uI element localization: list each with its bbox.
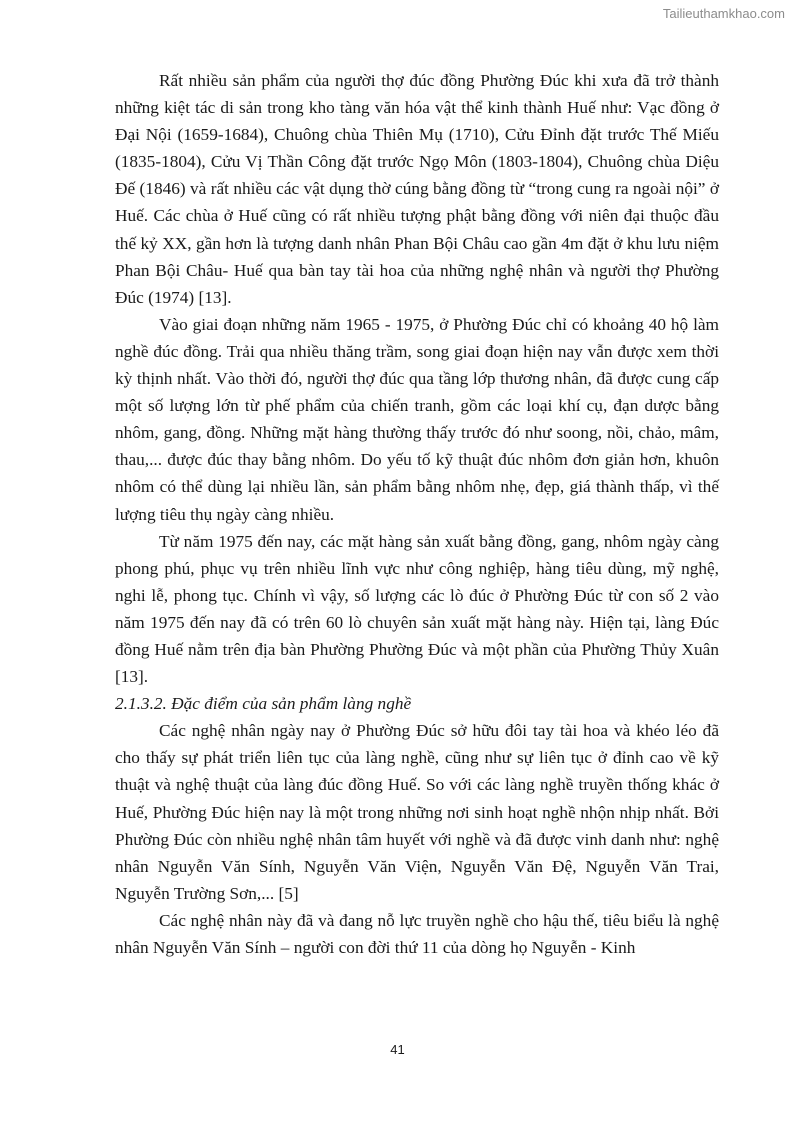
paragraph-artisans: Các nghệ nhân ngày nay ở Phường Đúc sở hữu đôi tay tài hoa và khéo léo đã cho thấy sự phát triển liên tục của làng nghề, cũng như sự liên tục ở đỉnh cao về kỹ thuật và nghệ thuật của làng đúc đồng Huế. So với các làng nghề truyền thống khác ở Huế, Phường Đúc hiện nay là một trong những nơi sinh hoạt nghề nhộn nhịp nhất. Bởi Phường Đúc còn nhiều nghệ nhân tâm huyết với nghề và đã được vinh danh như: nghệ nhân Nguyễn Văn Sính, Nguyễn Văn Viện, Nguyễn Văn Đệ, Nguyễn Văn Trai, Nguyễn Trường Sơn,... [5] <box>115 721 719 903</box>
paragraph-succession: Các nghệ nhân này đã và đang nỗ lực truyền nghề cho hậu thế, tiêu biểu là nghệ nhân Nguyễn Văn Sính – người con đời thứ 11 của dòng họ Nguyễn - Kinh <box>115 910 719 957</box>
paragraph-artifacts: Rất nhiều sản phẩm của người thợ đúc đồng Phường Đúc khi xưa đã trở thành những kiệt tác di sản trong kho tàng văn hóa vật thể kinh thành Huế như: Vạc đồng ở Đại Nội (1659-1684), Chuông chùa Thiên Mụ (1710), Cửu Đỉnh đặt trước Thế Miếu (1835-1804), Cửu Vị Thần Công đặt trước Ngọ Môn (1803-1804), Chuông chùa Diệu Đế (1846) và rất nhiều các vật dụng thờ cúng bằng đồng từ “trong cung ra ngoài nội” ở Huế. Các chùa ở Huế cũng có rất nhiều tượng phật bằng đồng với niên đại thuộc đầu thế kỷ XX, gần hơn là tượng danh nhân Phan Bội Châu cao gần 4m đặt ở khu lưu niệm Phan Bội Châu- Huế qua bàn tay tài hoa của những nghệ nhân và người thợ Phường Đúc (1974) [13]. <box>115 71 719 307</box>
section-heading: 2.1.3.2. Đặc điểm của sản phẩm làng nghề <box>115 694 412 714</box>
document-body <box>115 67 719 961</box>
paragraph-1965-1975: Vào giai đoạn những năm 1965 - 1975, ở Phường Đúc chỉ có khoảng 40 hộ làm nghề đúc đồng. Trải qua nhiều thăng trầm, song giai đoạn hiện nay vẫn được xem thời kỳ thịnh nhất. Vào thời đó, người thợ đúc qua tầng lớp thương nhân, đã được cung cấp một số lượng lớn từ phế phẩm của chiến tranh, gồm các loại khí cụ, đạn dược bằng nhôm, gang, đồng. Những mặt hàng thường thấy trước đó như soong, nồi, chảo, mâm, thau,... được đúc thay bằng nhôm. Do yếu tố kỹ thuật đúc nhôm đơn giản hơn, khuôn nhôm có thể dùng lại nhiều lần, sản phẩm bằng nhôm nhẹ, đẹp, giá thành thấp, vì thế lượng tiêu thụ ngày càng nhiều. <box>115 314 719 524</box>
paragraph-since-1975: Từ năm 1975 đến nay, các mặt hàng sản xuất bằng đồng, gang, nhôm ngày càng phong phú, phục vụ trên nhiều lĩnh vực như công nghiệp, hàng tiêu dùng, mỹ nghệ, nghi lễ, phong tục. Chính vì vậy, số lượng các lò đúc ở Phường Đúc từ con số 2 vào năm 1975 đến nay đã có trên 60 lò chuyên sản xuất mặt hàng này. Hiện tại, làng Đúc đồng Huế nằm trên địa bàn Phường Phường Đúc và một phần của Phường Thủy Xuân [13]. <box>115 531 719 687</box>
watermark: Tailieuthamkhao.com <box>662 6 785 21</box>
page-number: 41 <box>390 1042 405 1057</box>
